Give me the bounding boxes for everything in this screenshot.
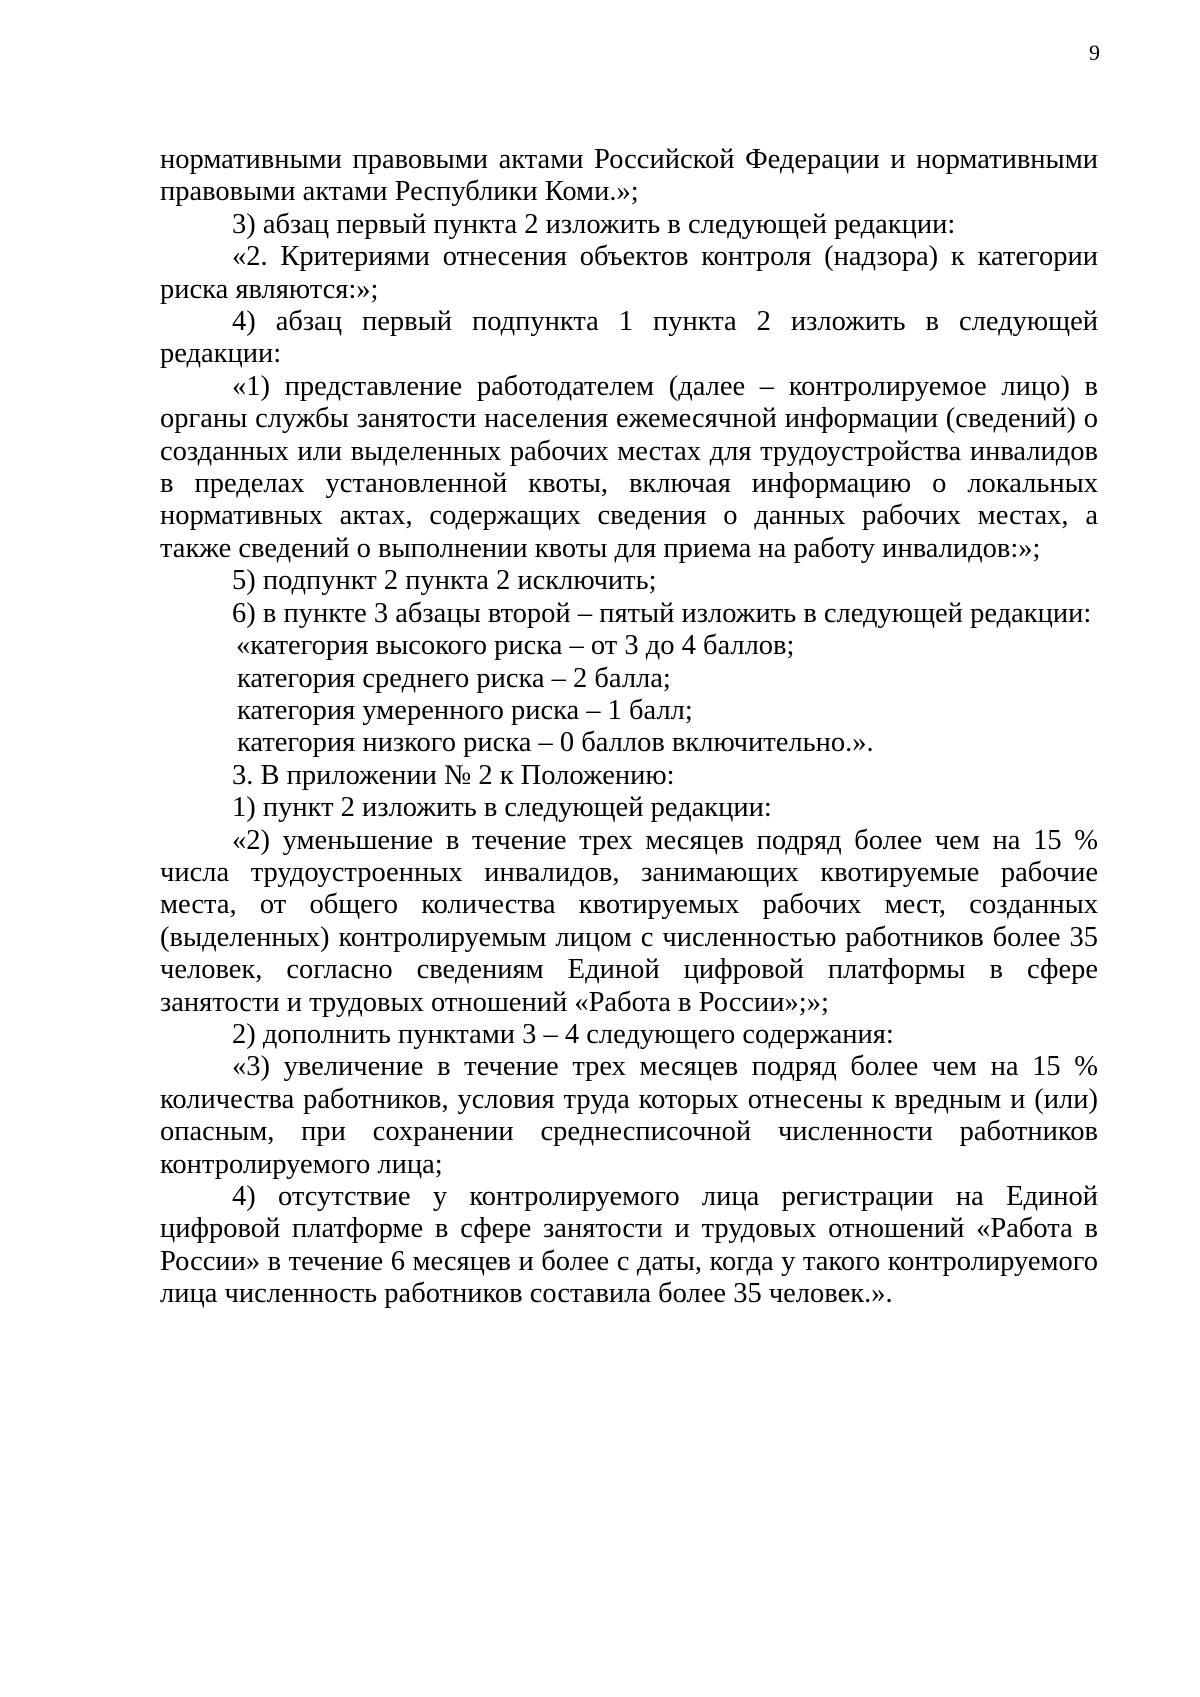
risk-category-high: «категория высокого риска – от 3 до 4 баллов; [236,630,795,662]
page-number: 9 [1089,40,1100,65]
risk-category-medium: категория среднего риска – 2 балла; [237,662,671,694]
paragraph-appendix-2: 3. В приложении № 2 к Положению: [232,759,675,791]
paragraph-item-3: 3) абзац первый пункта 2 изложить в следующей редакции: [232,208,956,240]
paragraph-decrease-quote: «2) уменьшение в течение трех месяцев подряд более чем на 15 % числа трудоустроенных инвалидов, занимающих квотируемые рабочие места, от общего количества квотируемых рабочих мест, созданных (выделенных) контролируемым лицом с численностью работников более 35 человек, согласно сведениям Единой цифровой платформы в сфере занятости и трудовых отношений «Работа в России»;»; [160,824,1098,1018]
risk-category-low: категория низкого риска – 0 баллов включительно.». [237,727,874,759]
document-body [160,144,1098,1311]
paragraph-item-6: 6) в пункте 3 абзацы второй – пятый изложить в следующей редакции: [232,597,1092,629]
paragraph-appendix-item-1: 1) пункт 2 изложить в следующей редакции: [232,792,772,824]
paragraph-continuation: нормативными правовыми актами Российской Федерации и нормативными правовыми актами Республики Коми.»; [160,144,1098,208]
paragraph-appendix-item-2: 2) дополнить пунктами 3 – 4 следующего содержания: [232,1018,894,1050]
paragraph-criteria-quote: «2. Критериями отнесения объектов контроля (надзора) к категории риска являются:»; [160,241,1098,305]
paragraph-item-5: 5) подпункт 2 пункта 2 исключить; [232,565,657,597]
paragraph-increase-quote: «3) увеличение в течение трех месяцев подряд более чем на 15 % количества работников, условия труда которых отнесены к вредным и (или) опасным, при сохранении среднесписочной численности работников контролируемого лица; [160,1051,1098,1180]
risk-category-moderate: категория умеренного риска – 1 балл; [237,694,693,726]
paragraph-employer-info-quote: «1) представление работодателем (далее – контролируемое лицо) в органы службы занятости населения ежемесячной информации (сведений) о созданных или выделенных рабочих местах для трудоустройства инвалидов в пределах установленной квоты, включая информацию о локальных нормативных актах, содержащих сведения о данных рабочих местах, а также сведений о выполнении квоты для приема на работу инвалидов:»; [160,370,1098,564]
paragraph-item-4: 4) абзац первый подпункта 1 пункта 2 изложить в следующей редакции: [160,306,1098,370]
paragraph-registration-absence: 4) отсутствие у контролируемого лица регистрации на Единой цифровой платформе в сфере занятости и трудовых отношений «Работа в России» в течение 6 месяцев и более с даты, когда у такого контролируемого лица численность работников составила более 35 человек.». [160,1181,1098,1310]
